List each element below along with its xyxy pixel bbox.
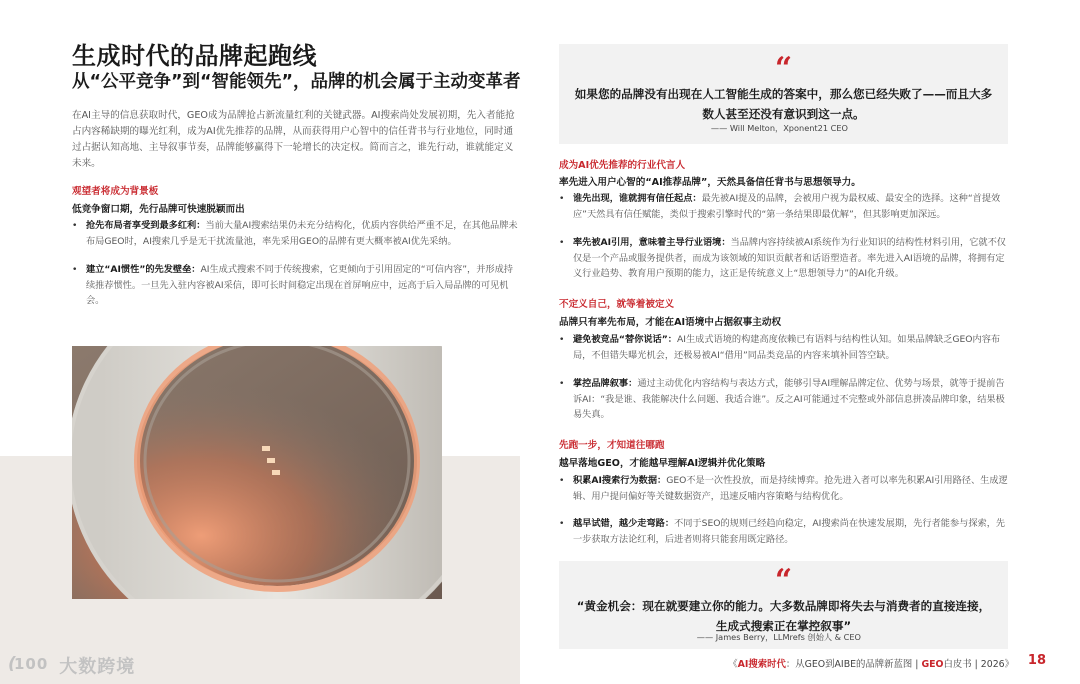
section-heading: 观望者将成为背景板 [72, 186, 159, 197]
quote-mark-icon: “ [774, 51, 793, 86]
bullet-item [559, 376, 1011, 423]
bullet-lead: 掌控品牌叙事： [573, 378, 638, 389]
bullet-dot: • [559, 378, 565, 389]
bullet-text: 当前大量AI搜索结果仍未充分结构化，优质内容供给严重不足，在其他品牌未布局GEO时，AI搜索几乎是无干扰流量池，率先采用GEO的品牌有更大概率被AI优先采纳。 [86, 220, 518, 247]
quote-box [559, 561, 1008, 649]
bullet-item [559, 516, 1011, 547]
section-heading: 不定义自己，就等着被定义 [559, 299, 675, 310]
bullet-dot: • [559, 237, 565, 248]
section-subheading: 低竞争窗口期，先行品牌可快速脱颖而出 [72, 204, 245, 215]
bullet-item [72, 262, 522, 309]
bullet-dot: • [559, 475, 565, 486]
logo-text: 大数跨境 [59, 656, 136, 678]
svg-text:(: ( [8, 654, 17, 674]
bullet-lead: 谁先出现，谁就拥有信任起点： [573, 193, 702, 204]
bullet-lead: 率先被AI引用，意味着主导行业语境： [573, 237, 731, 248]
svg-text:100: 100 [14, 655, 49, 673]
quote-attribution: —— Will Melton，Xponent21 CEO [710, 123, 848, 133]
bullet-text: AI生成式搜索不同于传统搜索，它更倾向于引用固定的“可信内容”，并形成持续推荐惯性。一旦先入驻内容被AI采信，即可长时间稳定出现在首屏响应中，远高于后入局品牌的可见机会。 [86, 264, 513, 307]
bullet-item [559, 332, 1011, 363]
bullet-text: 当品牌内容持续被AI系统作为行业知识的结构性材料引用，它就不仅仅是一个产品或服务提供者，而成为该领域的知识贡献者和话语塑造者。率先进入AI语境的品牌，将拥有定义行业趋势、教育用户预期的能力，这正是传统意义上“思想领导力”的AI化升级。 [573, 237, 1006, 280]
page-number: 18 [1027, 653, 1046, 668]
bullet-dot: • [72, 264, 78, 275]
bullet-dot: • [559, 518, 565, 529]
bullet-lead: 建立“AI惯性”的先发壁垒： [86, 264, 201, 275]
bullet-text: AI生成式语境的构建高度依赖已有语料与结构性认知。如果品牌缺乏GEO内容布局，不但错失曝光机会，还极易被AI“借用”同品类竞品的内容来填补回答空缺。 [573, 334, 1001, 361]
abstract-ring-illustration [72, 346, 442, 599]
brand-logo [8, 652, 135, 679]
bullet-item [72, 218, 522, 249]
bullet-item [559, 191, 1011, 222]
quote-text: “黄金机会：现在就要建立你的能力。大多数品牌即将失去与消费者的直接连接，生成式搜索正在掌控叙事” [576, 599, 991, 633]
bullet-item [559, 235, 1011, 282]
intro-paragraph: 在AI主导的信息获取时代，GEO成为品牌抢占新流量红利的关键武器。AI搜索尚处发展初期，先入者能抢占内容稀缺期的曝光红利，成为AI优先推荐的品牌，从而获得用户心智中的信任背书与行业地位，同时通过占据认知高地、主导叙事节奏，品牌能够赢得下一轮增长的决定权。简而言之，谁先行动，谁就能定义未来。 [72, 110, 515, 169]
quote-mark-icon: “ [774, 563, 793, 598]
bullet-lead: 越早试错，越少走弯路： [573, 518, 675, 529]
footer-prefix: 《 [728, 659, 738, 670]
section-subheading: 率先进入用户心智的“AI推荐品牌”，天然具备信任背书与思想领导力。 [559, 177, 861, 188]
bullet-dot: • [72, 220, 78, 231]
bullet-text: 通过主动优化内容结构与表达方式，能够引导AI理解品牌定位、优势与场景，就等于提前告诉AI：“我是谁、我能解决什么问题、我适合谁”。反之AI可能通过不完整或外部信息拼凑品牌印象，结果极易失真。 [573, 378, 1005, 421]
footer-highlight: AI搜索时代 [737, 659, 786, 670]
page-title: 生成时代的品牌起跑线 [72, 42, 317, 70]
bullet-dot: • [559, 193, 565, 204]
bullet-text: GEO不是一次性投放，而是持续博弈。抢先进入者可以率先积累AI引用路径、生成逻辑、用户提问偏好等关键数据资产，迅速反哺内容策略与结构优化。 [573, 475, 1008, 502]
bullet-lead: 抢先布局者享受到最多红利： [86, 220, 206, 231]
footer-suffix: 白皮书 | 2026》 [943, 659, 1014, 670]
decorative-photo [72, 346, 442, 599]
quote-box [559, 44, 1008, 144]
footer-highlight: GEO [921, 659, 944, 670]
bullet-lead: 积累AI搜索行为数据： [573, 475, 667, 486]
bullet-text: 最先被AI提及的品牌，会被用户视为最权威、最安全的选择。这种“首提效应”天然具有信任赋能，类似于搜索引擎时代的“第一条结果即最优解”，但其影响更加深远。 [573, 193, 1001, 220]
section-subheading: 品牌只有率先布局，才能在AI语境中占据叙事主动权 [559, 317, 782, 328]
section-subheading: 越早落地GEO，才能越早理解AI逻辑并优化策略 [559, 458, 766, 469]
page-subtitle: 从“公平竞争”到“智能领先”，品牌的机会属于主动变革者 [72, 72, 521, 92]
footer-text: ：从GEO到AIBE的品牌新蓝图 | [785, 659, 922, 670]
bullet-item [559, 473, 1011, 504]
quote-attribution: —— James Berry，LLMrefs 创始人 & CEO [696, 632, 861, 642]
bullet-text: 不同于SEO的规则已经趋向稳定，AI搜索尚在快速发展期，先行者能参与探索，先一步获取方法论红利，后进者则将只能套用既定路径。 [573, 518, 1006, 545]
bullet-lead: 避免被竞品“替你说话”： [573, 334, 677, 345]
section-heading: 成为AI优先推荐的行业代言人 [559, 160, 686, 171]
quote-text: 如果您的品牌没有出现在人工智能生成的答案中，那么您已经失败了——而且大多数人甚至还没有意识到这一点。 [574, 87, 993, 121]
section-heading: 先跑一步，才知道往哪跑 [559, 440, 665, 451]
bullet-dot: • [559, 334, 565, 345]
document-title-footer [728, 656, 1014, 670]
logo-mark-icon [8, 652, 52, 679]
